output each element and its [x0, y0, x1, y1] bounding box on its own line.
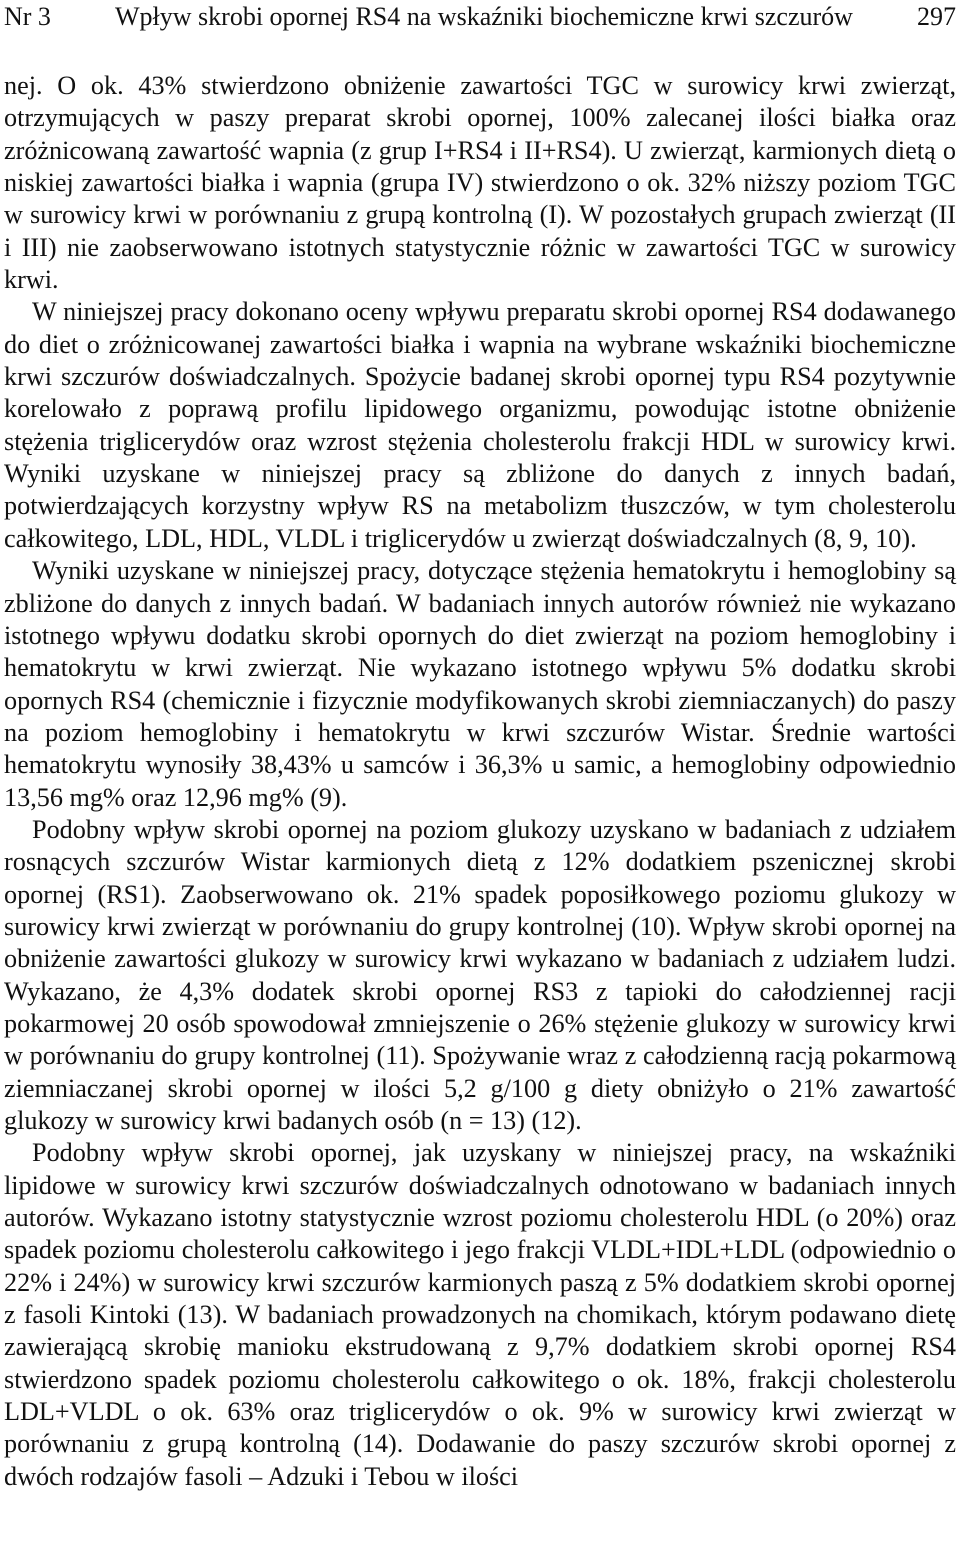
- page-number: 297: [917, 2, 956, 31]
- paragraph-continued: nej. O ok. 43% stwierdzono obniżenie zawartości TGC w surowicy krwi zwierząt, otrzymujących w paszy preparat skrobi opornej, 100% zalecanej ilości białka oraz zróżnicowaną zawartość wapnia (z grup I+RS4 i II+RS4). U zwierząt, karmionych dietą o niskiej zawartości białka i wapnia (grupa IV) stwierdzono o ok. 32% niższy poziom TGC w surowicy krwi w porównaniu z grupą kontrolną (I). W pozostałych grupach zwierząt (II i III) nie zaobserwowano istotnych statystycznie różnic w zawartości TGC w surowicy krwi.: [4, 71, 956, 295]
- paragraph: Podobny wpływ skrobi opornej, jak uzyskany w niniejszej pracy, na wskaźniki lipidowe w surowicy krwi szczurów doświadczalnych odnotowano w badaniach innych autorów. Wykazano istotny statystycznie wzrost poziomu cholesterolu HDL (o 20%) oraz spadek poziomu cholesterolu całkowitego i jego frakcji VLDL+IDL+LDL (odpowiednio o 22% i 24%) w surowicy krwi szczurów karmionych paszą z 5% dodatkiem skrobi opornej z fasoli Kintoki (13). W badaniach prowadzonych na chomikach, którym podawano dietę zawierającą skrobię manioku ekstrudowaną z 9,7% dodatkiem skrobi opornej RS4 stwierdzono spadek poziomu cholesterolu całkowitego o ok. 18%, frakcji cholesterolu LDL+VLDL o ok. 63% oraz triglicerydów o ok. 9% w surowicy krwi zwierząt w porównaniu z grupą kontrolną (14). Dodawanie do paszy szczurów skrobi opornej z dwóch rodzajów fasoli – Adzuki i Tebou w ilości: [4, 1138, 956, 1491]
- document-page: [4, 0, 956, 1493]
- paragraph: Podobny wpływ skrobi opornej na poziom glukozy uzyskano w badaniach z udziałem rosnących szczurów Wistar karmionych dietą z 12% dodatkiem pszenicznej skrobi opornej (RS1). Zaobserwowano ok. 21% spadek poposiłkowego poziomu glukozy w surowicy krwi zwierząt w porównaniu do grupy kontrolnej (10). Wpływ skrobi opornej na obniżenie zawartości glukozy w surowicy krwi wykazano w badaniach z udziałem ludzi. Wykazano, że 4,3% dodatek skrobi opornej RS3 z tapioki do całodziennej racji pokarmowej 20 osób spowodował zmniejszenie o 26% stężenie glukozy w surowicy krwi w porównaniu do grupy kontrolnej (11). Spożywanie wraz z całodzienną racją pokarmową ziemniaczanej skrobi opornej w ilości 5,2 g/100 g diety obniżyło o 21% zawartość glukozy w surowicy krwi badanych osób (n = 13) (12).: [4, 814, 956, 1135]
- running-title: Wpływ skrobi opornej RS4 na wskaźniki biochemiczne krwi szczurów: [115, 2, 853, 31]
- running-header: [4, 0, 956, 48]
- body-text: [4, 70, 956, 1493]
- paragraph: Wyniki uzyskane w niniejszej pracy, dotyczące stężenia hematokrytu i hemoglobiny są zbliżone do danych z innych badań. W badaniach innych autorów również nie wykazano istotnego wpływu dodatku skrobi opornych do diet zwierząt na poziom hemoglobiny i hematokrytu w krwi zwierząt. Nie wykazano istotnego wpływu 5% dodatku skrobi opornych RS4 (chemicznie i fizycznie modyfikowanych skrobi ziemniaczanych) do paszy na poziom hemoglobiny i hematokrytu w krwi szczurów Wistar. Średnie wartości hematokrytu wynosiły 38,43% u samców i 36,3% u samic, a hemoglobiny odpowiednio 13,56 mg% oraz 12,96 mg% (9).: [4, 556, 956, 812]
- journal-issue-number: Nr 3: [4, 2, 51, 31]
- paragraph: W niniejszej pracy dokonano oceny wpływu preparatu skrobi opornej RS4 dodawanego do diet o zróżnicowanej zawartości białka i wapnia na wybrane wskaźniki biochemiczne krwi szczurów doświadczalnych. Spożycie badanej skrobi opornej typu RS4 pozytywnie korelowało z poprawą profilu lipidowego organizmu, powodując istotne obniżenie stężenia triglicerydów oraz wzrost stężenia cholesterolu frakcji HDL w surowicy krwi. Wyniki uzyskane w niniejszej pracy są zbliżone do danych z innych badań, potwierdzających korzystny wpływ RS na metabolizm tłuszczów, w tym cholesterolu całkowitego, LDL, HDL, VLDL i triglicerydów u zwierząt doświadczalnych (8, 9, 10).: [4, 297, 956, 553]
